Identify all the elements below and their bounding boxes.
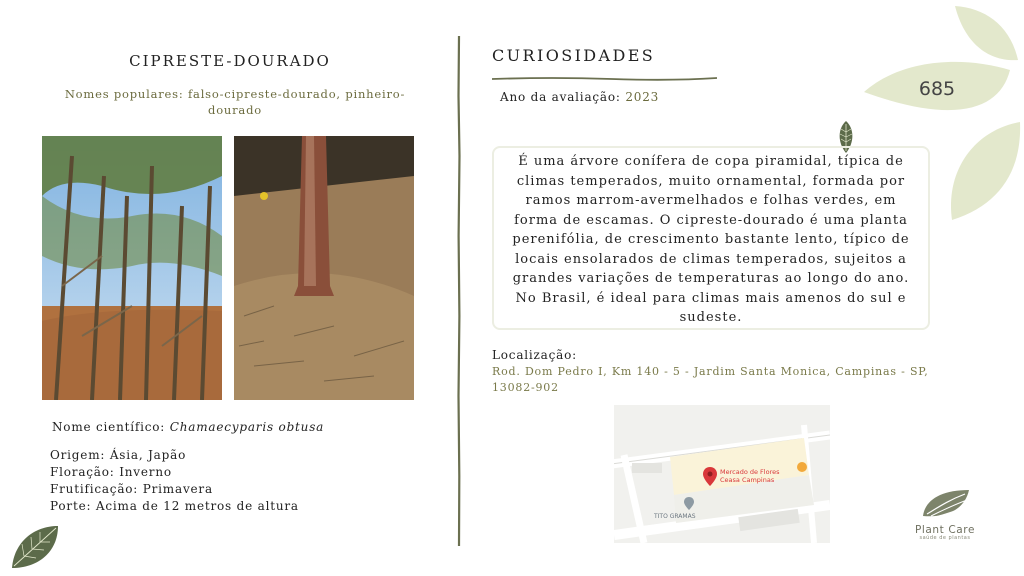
map-place-label: TITO GRAMAS xyxy=(654,513,696,520)
evaluation-number-badge: 685 xyxy=(918,78,956,100)
scientific-name-value: Chamaecyparis obtusa xyxy=(169,420,325,434)
location-map[interactable] xyxy=(614,405,830,543)
evaluation-year-label: Ano da avaliação: xyxy=(500,90,626,104)
column-divider xyxy=(452,36,466,546)
logo-tagline: saúde de plantas xyxy=(919,535,971,541)
tree-photo xyxy=(42,136,222,400)
plant-care-logo xyxy=(900,486,990,546)
scientific-name-label: Nome científico: xyxy=(52,420,170,434)
map-pin-label-2: Ceasa Campinas xyxy=(720,476,775,484)
evaluation-year xyxy=(500,90,659,104)
location-address: Rod. Dom Pedro I, Km 140 - 5 - Jardim Santa Monica, Campinas - SP, 13082-902 xyxy=(492,365,929,394)
plant-facts xyxy=(50,447,299,515)
logo-leaf-icon xyxy=(915,486,975,520)
fact-flowering: Floração: Inverno xyxy=(50,465,172,479)
fact-origin: Origem: Ásia, Japão xyxy=(50,448,187,462)
logo-name: Plant Care xyxy=(914,524,976,536)
fact-fruiting: Frutificação: Primavera xyxy=(50,482,213,496)
location-label: Localização: xyxy=(492,348,577,362)
scientific-name xyxy=(52,420,324,434)
title-underline xyxy=(492,68,717,76)
map-pin-label: Mercado de Flores xyxy=(720,468,780,476)
leaf-icon xyxy=(8,522,62,572)
trunk-photo xyxy=(234,136,414,400)
evaluation-year-value: 2023 xyxy=(625,90,660,104)
popular-names: Nomes populares: falso-cipreste-dourado, pinheiro-dourado xyxy=(64,87,406,117)
fact-size: Porte: Acima de 12 metros de altura xyxy=(50,499,299,513)
description-box: É uma árvore conífera de copa piramidal, típica de climas temperados, muito ornamental, formada por ramos marrom-avermelhados e folhas verdes, em forma de escamas. O cipreste-dourado é uma planta perenifólia, de crescimento bastante lento, típico de locais ensolarados de climas temperados, sujeitos a grandes variações de temperaturas ao longo do ano. No Brasil, é ideal para climas mais amenos do sul e sudeste. xyxy=(492,146,930,330)
curiosities-title: CURIOSIDADES xyxy=(492,46,656,65)
plant-title: CIPRESTE-DOURADO xyxy=(129,52,331,70)
